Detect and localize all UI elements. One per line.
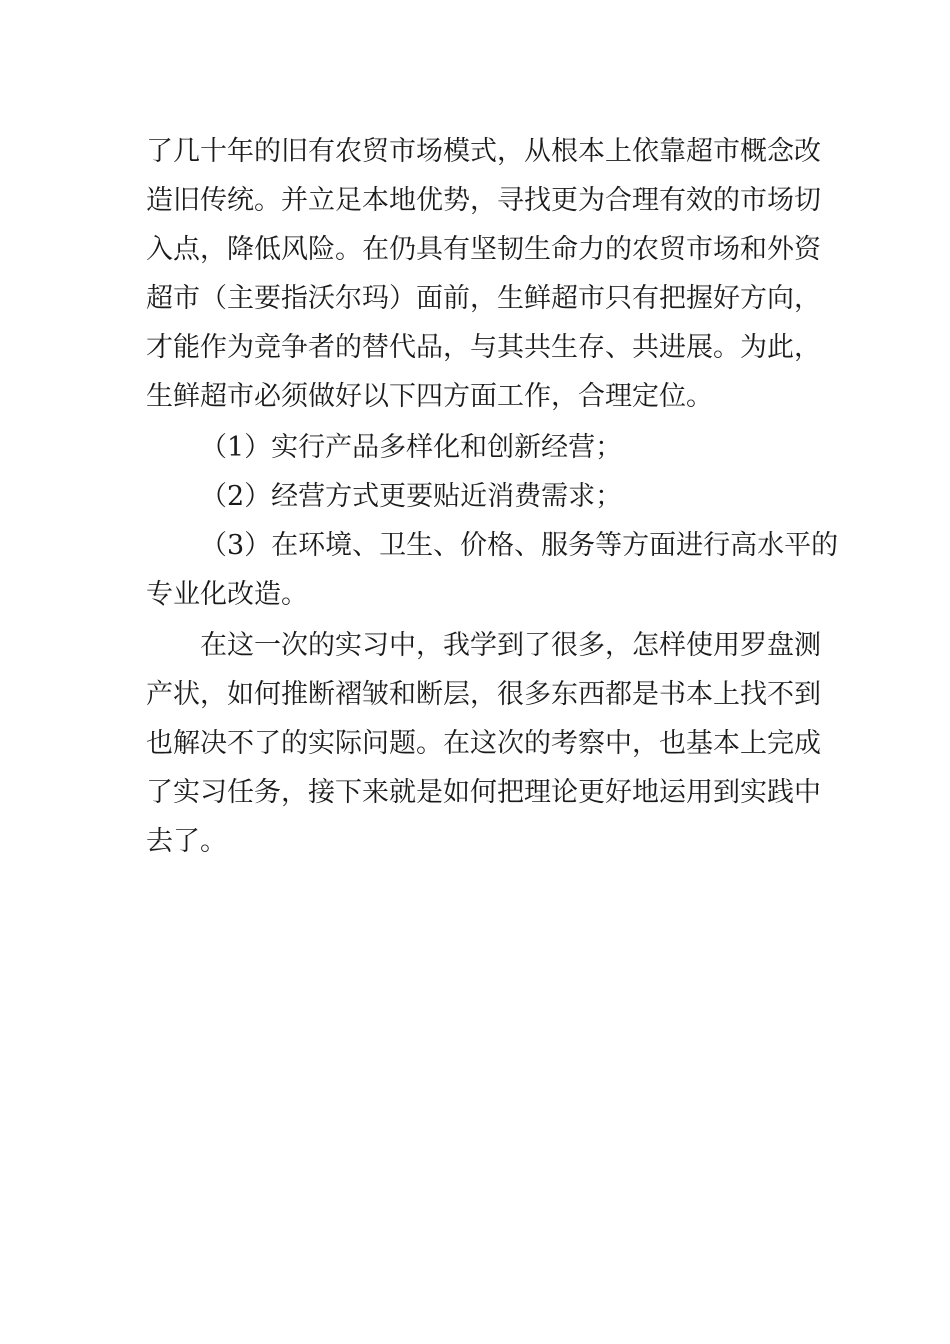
paragraph-line: 也解决不了的实际问题。在这次的考察中，也基本上完成 bbox=[146, 728, 821, 759]
paragraph-line: 入点，降低风险。在仍具有坚韧生命力的农贸市场和外资 bbox=[146, 234, 821, 265]
paragraph-line: 造旧传统。并立足本地优势，寻找更为合理有效的市场切 bbox=[146, 185, 821, 216]
paragraph-line: 产状，如何推断褶皱和断层，很多东西都是书本上找不到 bbox=[146, 679, 821, 710]
list-item-continuation: 专业化改造。 bbox=[146, 579, 308, 610]
list-item: （1）实行产品多样化和创新经营； bbox=[200, 432, 623, 463]
paragraph-line: 了实习任务，接下来就是如何把理论更好地运用到实践中 bbox=[146, 777, 821, 808]
paragraph-line: 在这一次的实习中，我学到了很多，怎样使用罗盘测 bbox=[200, 630, 821, 661]
paragraph-line: 超市（主要指沃尔玛）面前，生鲜超市只有把握好方向， bbox=[146, 283, 821, 314]
paragraph-line: 了几十年的旧有农贸市场模式，从根本上依靠超市概念改 bbox=[146, 136, 821, 167]
paragraph-line: 去了。 bbox=[146, 826, 227, 857]
list-item: （3）在环境、卫生、价格、服务等方面进行高水平的 bbox=[200, 530, 839, 561]
list-item: （2）经营方式更要贴近消费需求； bbox=[200, 481, 623, 512]
paragraph-line: 生鲜超市必须做好以下四方面工作，合理定位。 bbox=[146, 381, 713, 412]
paragraph-line: 才能作为竞争者的替代品，与其共生存、共进展。为此， bbox=[146, 332, 821, 363]
